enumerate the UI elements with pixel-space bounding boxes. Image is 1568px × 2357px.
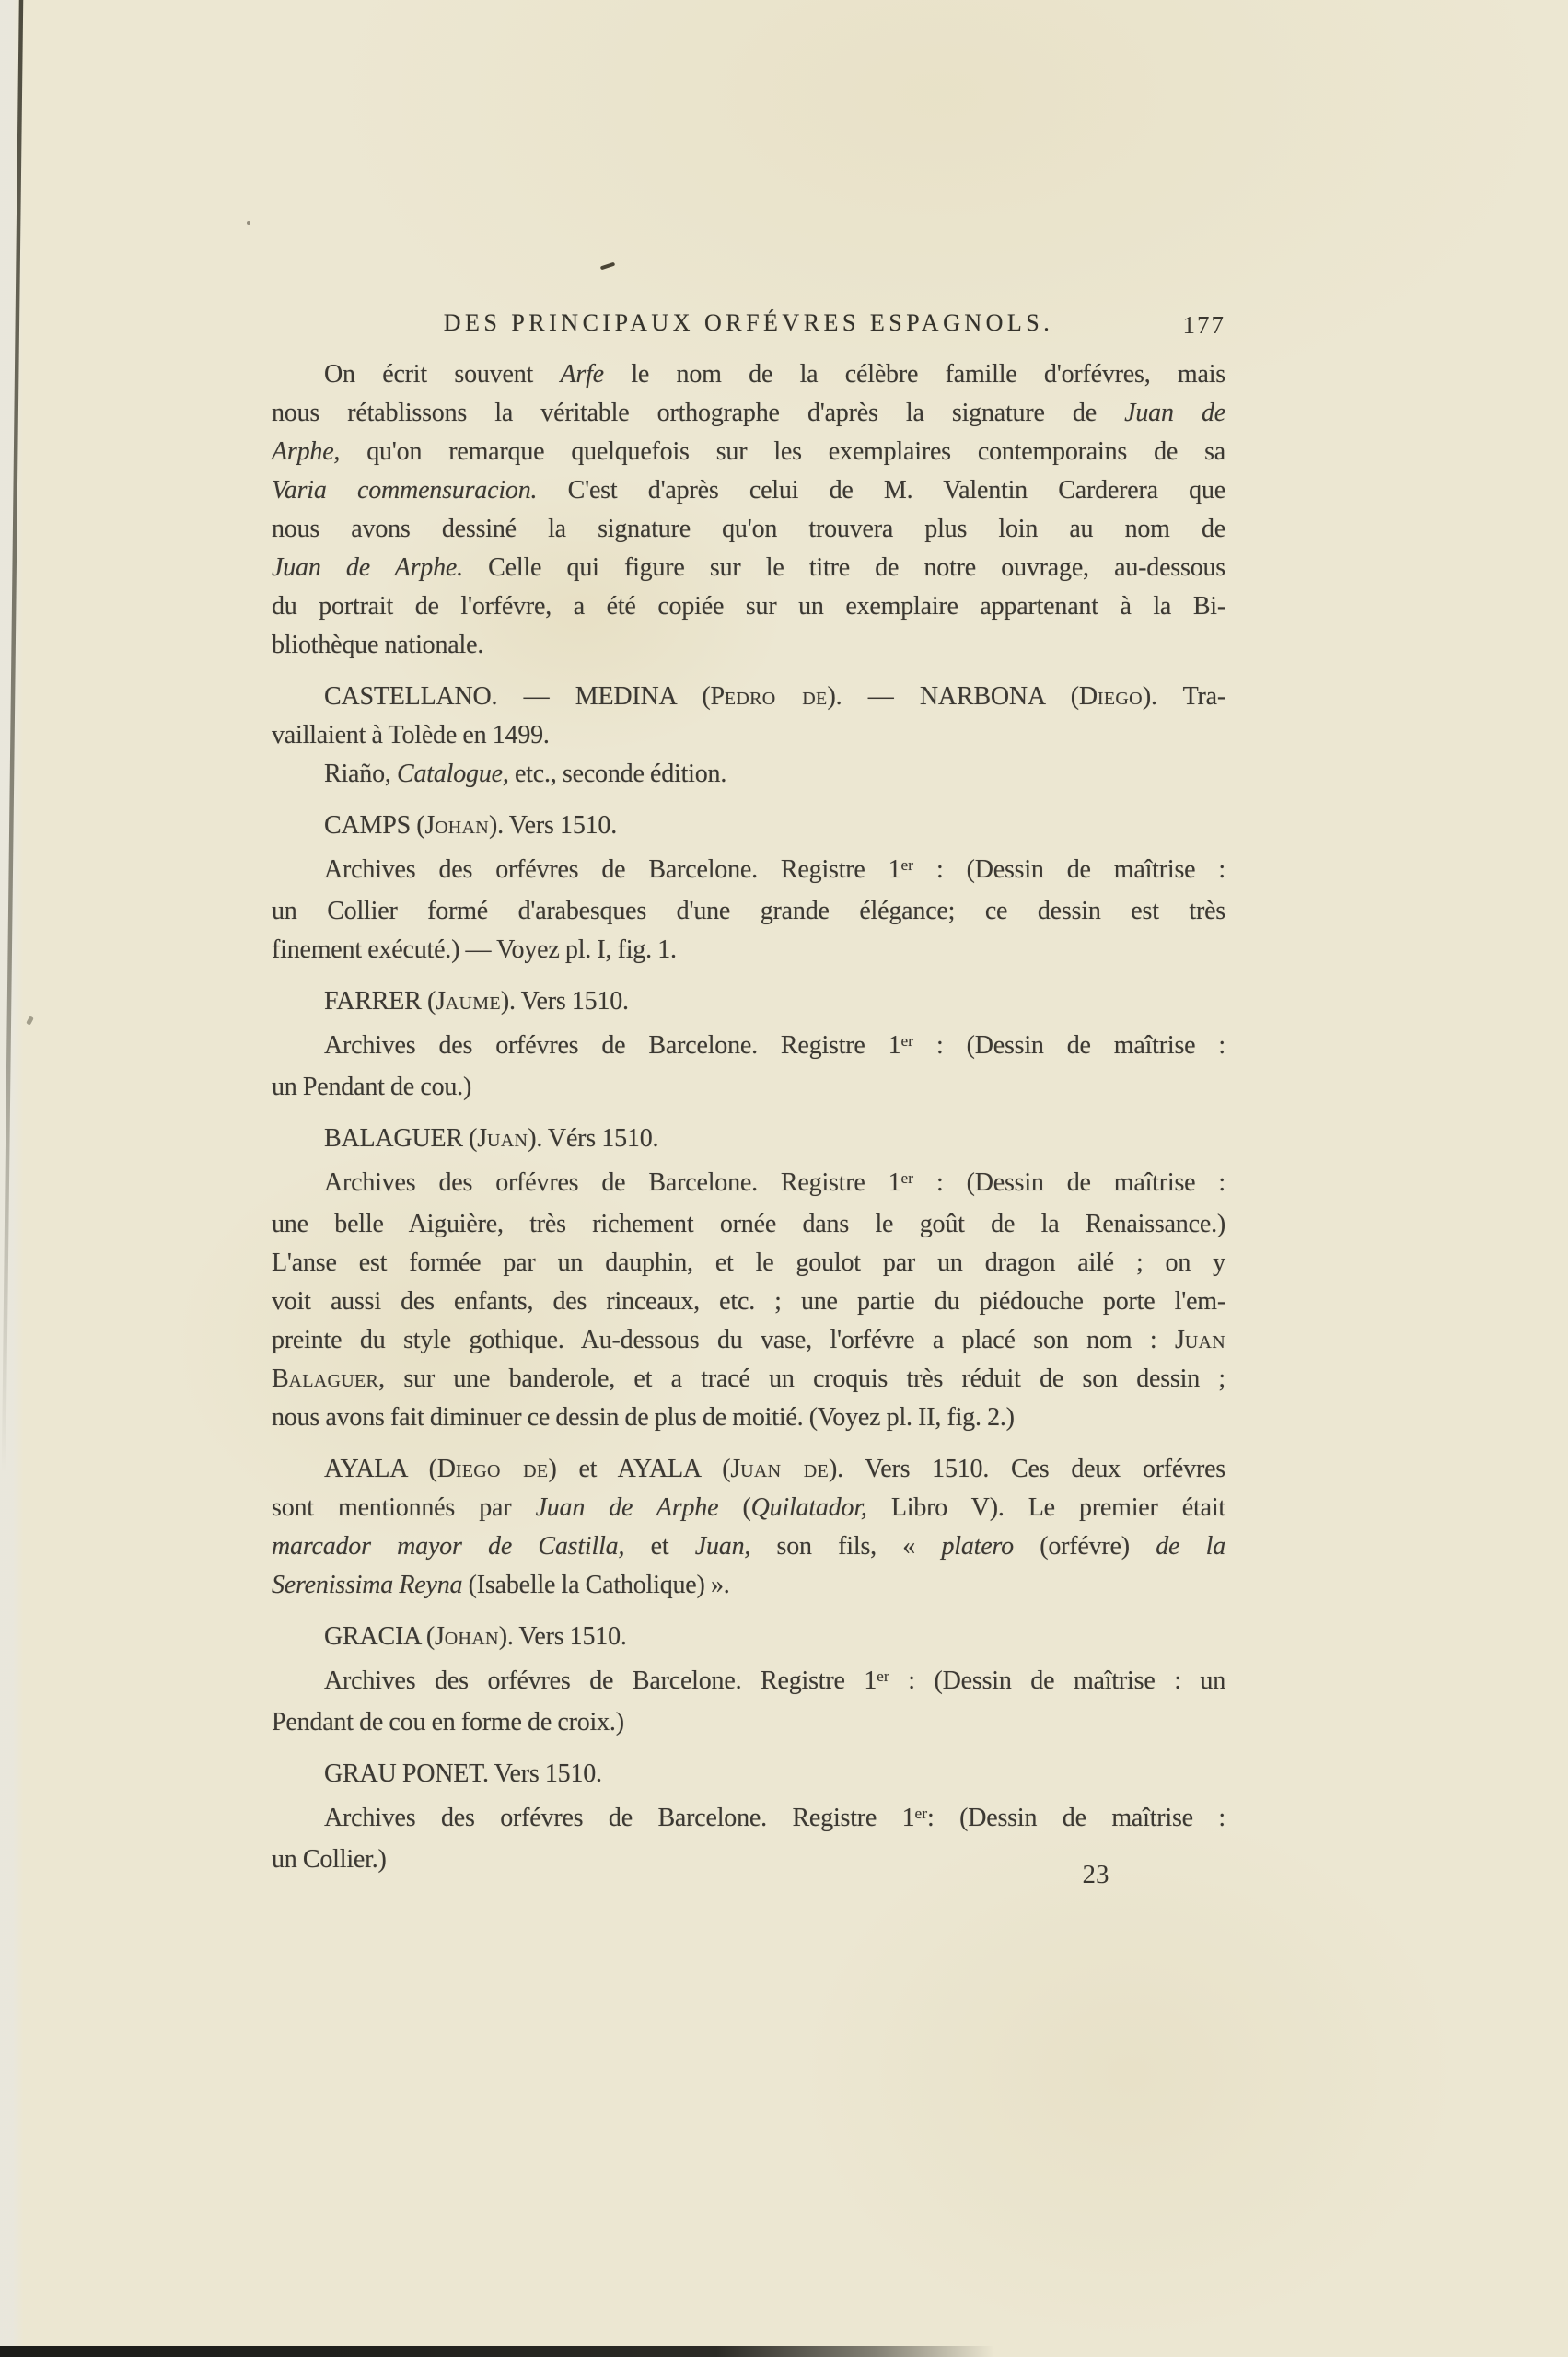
text-line: BALAGUER (Juan). Vérs 1510. [324, 1124, 659, 1153]
paragraph [272, 807, 1225, 845]
text-line: Riaño, Catalogue, etc., seconde édition. [324, 760, 727, 788]
paragraph [272, 755, 1225, 794]
paragraph [272, 1450, 1225, 1605]
text-line: un Pendant de cou.) [272, 1073, 472, 1101]
paragraph [272, 1120, 1225, 1158]
text-line: Serenissima Reyna (Isabelle la Catholique) ». [272, 1571, 730, 1599]
text-line: On écrit souvent Arfe le nom de la célèbre famille d'orfévres, mais [324, 360, 1225, 389]
text-line: nous avons fait diminuer ce dessin de plus de moitié. (Voyez pl. II, fig. 2.) [272, 1403, 1015, 1432]
text-line: GRACIA (Johan). Vers 1510. [324, 1622, 627, 1651]
text-block [272, 355, 1225, 1879]
paragraph [272, 1164, 1225, 1437]
ink-speck [26, 1016, 34, 1025]
text-line: preinte du style gothique. Au-dessous du vase, l'orfévre a placé son nom : Juan [272, 1326, 1225, 1354]
paragraph [272, 982, 1225, 1021]
text-line: bliothèque nationale. [272, 631, 484, 659]
paragraph [272, 851, 1225, 970]
ink-speck [600, 262, 615, 271]
text-line: Arphe, qu'on remarque quelquefois sur les exemplaires contemporains de sa [272, 437, 1225, 466]
paragraph [272, 355, 1225, 665]
page-header [272, 309, 1225, 350]
gutter-shadow [0, 0, 55, 1565]
text-line: CASTELLANO. — MEDINA (Pedro de). — NARBONA (Diego). Tra- [324, 682, 1225, 711]
text-line: voit aussi des enfants, des rinceaux, etc. ; une partie du piédouche porte l'em- [272, 1287, 1225, 1316]
scan-edge-bottom [0, 2346, 994, 2357]
signature-mark: 23 [1082, 1860, 1109, 1889]
text-line: Juan de Arphe. Celle qui figure sur le titre de notre ouvrage, au-dessous [272, 553, 1225, 582]
paragraph [272, 1662, 1225, 1742]
text-line: Archives des orfévres de Barcelone. Registre 1er: (Dessin de maîtrise : [324, 1804, 1226, 1832]
text-line: un Collier.) [272, 1845, 387, 1874]
text-line: du portrait de l'orfévre, a été copiée sur un exemplaire appartenant à la Bi- [272, 592, 1225, 621]
text-line: Archives des orfévres de Barcelone. Registre 1er : (Dessin de maîtrise : [324, 1031, 1225, 1060]
text-line: Archives des orfévres de Barcelone. Registre 1er : (Dessin de maîtrise : [324, 855, 1225, 884]
text-line: Pendant de cou en forme de croix.) [272, 1708, 624, 1736]
text-line: FARRER (Jaume). Vers 1510. [324, 987, 629, 1016]
text-line: une belle Aiguière, très richement ornée dans le goût de la Renaissance.) [272, 1210, 1225, 1238]
text-line: nous rétablissons la véritable orthographe d'après la signature de Juan de [272, 399, 1225, 427]
text-line: un Collier formé d'arabesques d'une grande élégance; ce dessin est très [272, 897, 1225, 925]
paragraph [272, 1027, 1225, 1107]
text-line: GRAU PONET. Vers 1510. [324, 1759, 602, 1788]
text-line: nous avons dessiné la signature qu'on trouvera plus loin au nom de [272, 515, 1225, 543]
text-line: vaillaient à Tolède en 1499. [272, 721, 550, 749]
text-line: Archives des orfévres de Barcelone. Registre 1er : (Dessin de maîtrise : un [324, 1666, 1226, 1695]
text-line: Varia commensuracion. C'est d'après celui de M. Valentin Carderera que [272, 476, 1225, 505]
paragraph [272, 1755, 1225, 1794]
text-line: L'anse est formée par un dauphin, et le goulot par un dragon ailé ; on y [272, 1248, 1225, 1277]
text-line: CAMPS (Johan). Vers 1510. [324, 811, 618, 840]
text-line: AYALA (Diego de) et AYALA (Juan de). Vers 1510. Ces deux orfévres [324, 1455, 1225, 1483]
running-title: DES PRINCIPAUX ORFÉVRES ESPAGNOLS. [443, 309, 1054, 336]
text-line: Balaguer, sur une banderole, et a tracé un croquis très réduit de son dessin ; [272, 1364, 1225, 1393]
paragraph [272, 1618, 1225, 1656]
ink-speck [247, 221, 250, 225]
text-line: Archives des orfévres de Barcelone. Registre 1er : (Dessin de maîtrise : [324, 1168, 1225, 1197]
text-line: finement exécuté.) — Voyez pl. I, fig. 1. [272, 935, 677, 964]
text-line: sont mentionnés par Juan de Arphe (Quilatador, Libro V). Le premier était [272, 1493, 1225, 1522]
text-line: marcador mayor de Castilla, et Juan, son fils, « platero (orfévre) de la [272, 1532, 1225, 1561]
paragraph [272, 678, 1225, 755]
page-number: 177 [1182, 311, 1225, 339]
